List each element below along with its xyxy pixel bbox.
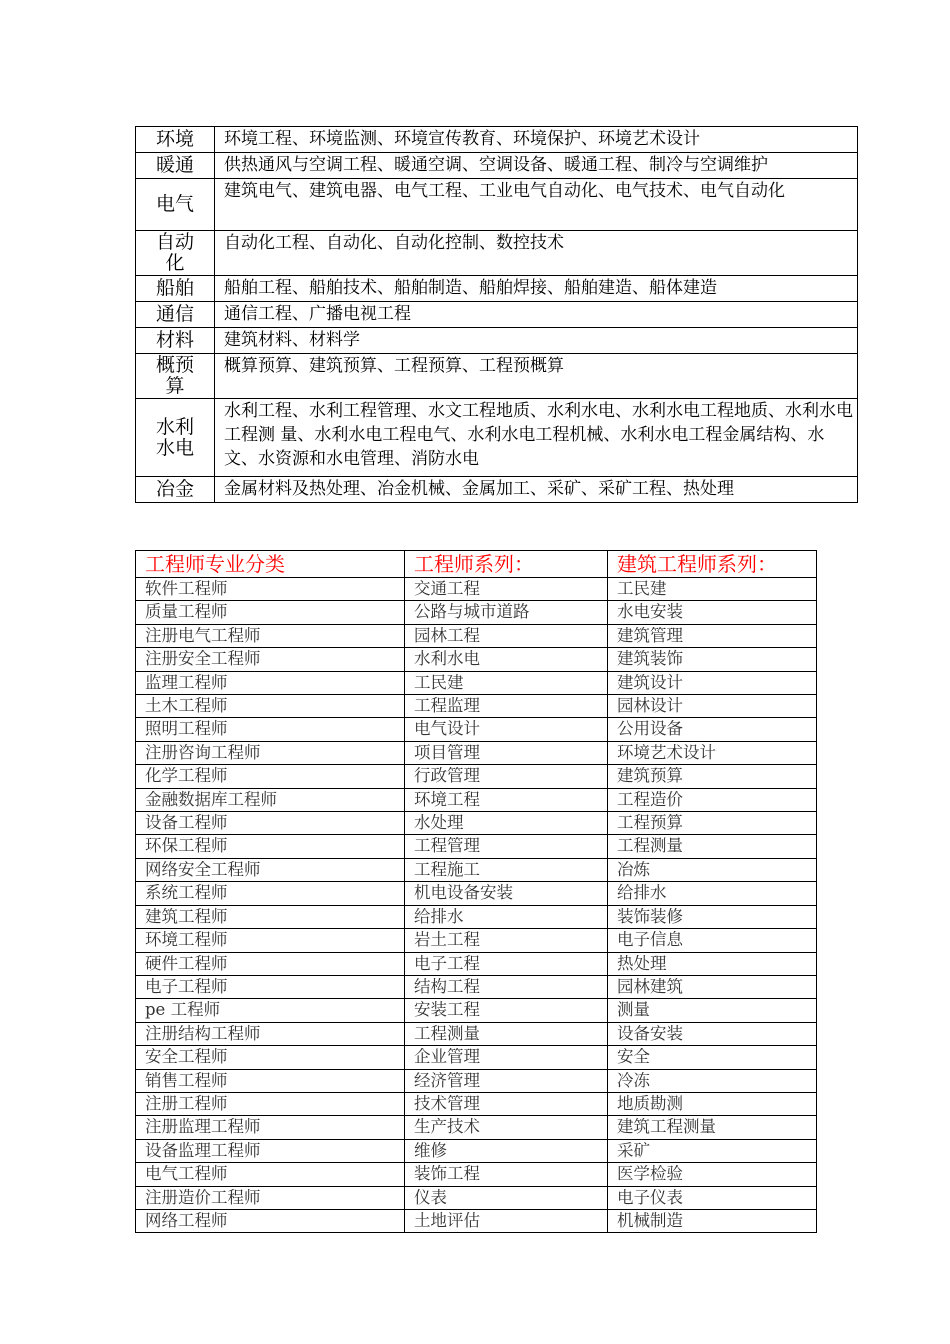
building-series-cell: 建筑管理	[608, 624, 817, 647]
engineer-series-cell: 工程施工	[405, 858, 608, 881]
table-row	[136, 231, 858, 276]
building-series-cell: 测量	[608, 999, 817, 1022]
table-row	[136, 127, 858, 153]
building-series-cell: 工程预算	[608, 812, 817, 835]
table-row	[136, 1163, 817, 1186]
table-row	[136, 858, 817, 881]
engineer-series-cell: 水处理	[405, 812, 608, 835]
engineer-series-cell: 项目管理	[405, 741, 608, 764]
specialty-cell: 注册监理工程师	[136, 1116, 405, 1139]
table-row	[136, 153, 858, 179]
building-series-cell: 机械制造	[608, 1209, 817, 1232]
building-series-cell: 电子仪表	[608, 1186, 817, 1209]
engineer-series-cell: 企业管理	[405, 1046, 608, 1069]
table-row	[136, 835, 817, 858]
building-series-cell: 园林设计	[608, 695, 817, 718]
table-row	[136, 624, 817, 647]
engineer-series-cell: 结构工程	[405, 975, 608, 998]
engineer-series-cell: 技术管理	[405, 1092, 608, 1115]
table-row	[136, 179, 858, 231]
table-row	[136, 718, 817, 741]
building-series-cell: 设备安装	[608, 1022, 817, 1045]
category-cell: 自动 化	[136, 231, 215, 276]
table-row	[136, 905, 817, 928]
category-cell: 冶金	[136, 477, 215, 503]
building-series-cell: 园林建筑	[608, 975, 817, 998]
specialty-cell: 网络工程师	[136, 1209, 405, 1232]
specialty-cell: 监理工程师	[136, 671, 405, 694]
table-row	[136, 695, 817, 718]
building-series-cell: 水电安装	[608, 601, 817, 624]
building-series-cell: 给排水	[608, 882, 817, 905]
table-row	[136, 788, 817, 811]
category-cell: 环境	[136, 127, 215, 153]
building-series-cell: 公用设备	[608, 718, 817, 741]
building-series-cell: 地质勘测	[608, 1092, 817, 1115]
engineer-series-cell: 岩土工程	[405, 929, 608, 952]
engineer-series-cell: 公路与城市道路	[405, 601, 608, 624]
table-row	[136, 302, 858, 328]
table-row	[136, 1046, 817, 1069]
category-cell: 通信	[136, 302, 215, 328]
specialty-cell: 电气工程师	[136, 1163, 405, 1186]
category-cell: 材料	[136, 328, 215, 354]
building-series-cell: 工程测量	[608, 835, 817, 858]
table-row	[136, 648, 817, 671]
specialty-cell: 注册工程师	[136, 1092, 405, 1115]
table-row	[136, 399, 858, 477]
table-row	[136, 328, 858, 354]
building-series-cell: 电子信息	[608, 929, 817, 952]
header-building-engineer-series: 建筑工程师系列：	[608, 551, 817, 578]
specialty-cell: 销售工程师	[136, 1069, 405, 1092]
engineer-series-cell: 工程监理	[405, 695, 608, 718]
specialty-cell: pe 工程师	[136, 999, 405, 1022]
specialty-cell: 设备工程师	[136, 812, 405, 835]
table-row	[136, 741, 817, 764]
specialty-cell: 软件工程师	[136, 578, 405, 601]
engineer-series-cell: 行政管理	[405, 765, 608, 788]
description-cell: 建筑材料、材料学	[215, 328, 858, 354]
major-category-table-body	[136, 127, 858, 503]
specialty-cell: 建筑工程师	[136, 905, 405, 928]
specialty-cell: 金融数据库工程师	[136, 788, 405, 811]
table-row	[136, 952, 817, 975]
table-row	[136, 578, 817, 601]
description-cell: 概算预算、建筑预算、工程预算、工程预概算	[215, 354, 858, 399]
specialty-cell: 系统工程师	[136, 882, 405, 905]
header-specialty-classification: 工程师专业分类	[136, 551, 405, 578]
description-cell: 建筑电气、建筑电器、电气工程、工业电气自动化、电气技术、电气自动化	[215, 179, 858, 231]
specialty-cell: 注册造价工程师	[136, 1186, 405, 1209]
description-cell: 金属材料及热处理、冶金机械、金属加工、采矿、采矿工程、热处理	[215, 477, 858, 503]
engineer-classification-table	[135, 550, 817, 1233]
category-cell: 暖通	[136, 153, 215, 179]
table-row	[136, 812, 817, 835]
description-cell: 船舶工程、船舶技术、船舶制造、船舶焊接、船舶建造、船体建造	[215, 276, 858, 302]
engineer-series-cell: 维修	[405, 1139, 608, 1162]
building-series-cell: 冶炼	[608, 858, 817, 881]
table-row	[136, 1022, 817, 1045]
category-cell: 概预 算	[136, 354, 215, 399]
engineer-series-cell: 水利水电	[405, 648, 608, 671]
engineer-series-cell: 安装工程	[405, 999, 608, 1022]
table-row	[136, 882, 817, 905]
table-row	[136, 929, 817, 952]
engineer-series-cell: 园林工程	[405, 624, 608, 647]
table-row	[136, 276, 858, 302]
engineer-series-cell: 工程测量	[405, 1022, 608, 1045]
specialty-cell: 注册结构工程师	[136, 1022, 405, 1045]
engineer-series-cell: 工民建	[405, 671, 608, 694]
table-row	[136, 1069, 817, 1092]
specialty-cell: 化学工程师	[136, 765, 405, 788]
building-series-cell: 工民建	[608, 578, 817, 601]
table-header-row	[136, 551, 817, 578]
engineer-series-cell: 环境工程	[405, 788, 608, 811]
building-series-cell: 冷冻	[608, 1069, 817, 1092]
header-engineer-series: 工程师系列：	[405, 551, 608, 578]
specialty-cell: 环保工程师	[136, 835, 405, 858]
engineer-series-cell: 仪表	[405, 1186, 608, 1209]
description-cell: 自动化工程、自动化、自动化控制、数控技术	[215, 231, 858, 276]
table-row	[136, 1209, 817, 1232]
specialty-cell: 注册安全工程师	[136, 648, 405, 671]
category-cell: 船舶	[136, 276, 215, 302]
table-row	[136, 477, 858, 503]
engineer-series-cell: 电气设计	[405, 718, 608, 741]
building-series-cell: 工程造价	[608, 788, 817, 811]
table-row	[136, 999, 817, 1022]
building-series-cell: 采矿	[608, 1139, 817, 1162]
building-series-cell: 环境艺术设计	[608, 741, 817, 764]
specialty-cell: 设备监理工程师	[136, 1139, 405, 1162]
category-cell: 电气	[136, 179, 215, 231]
specialty-cell: 硬件工程师	[136, 952, 405, 975]
engineer-series-cell: 机电设备安装	[405, 882, 608, 905]
table-row	[136, 765, 817, 788]
engineer-series-cell: 电子工程	[405, 952, 608, 975]
category-cell: 水利 水电	[136, 399, 215, 477]
table-row	[136, 1186, 817, 1209]
building-series-cell: 热处理	[608, 952, 817, 975]
specialty-cell: 照明工程师	[136, 718, 405, 741]
building-series-cell: 建筑设计	[608, 671, 817, 694]
building-series-cell: 建筑预算	[608, 765, 817, 788]
table-row	[136, 354, 858, 399]
table-row	[136, 1139, 817, 1162]
engineer-series-cell: 工程管理	[405, 835, 608, 858]
description-cell: 环境工程、环境监测、环境宣传教育、环境保护、环境艺术设计	[215, 127, 858, 153]
specialty-cell: 环境工程师	[136, 929, 405, 952]
table-row	[136, 671, 817, 694]
description-cell: 供热通风与空调工程、暖通空调、空调设备、暖通工程、制冷与空调维护	[215, 153, 858, 179]
building-series-cell: 装饰装修	[608, 905, 817, 928]
engineer-series-cell: 装饰工程	[405, 1163, 608, 1186]
specialty-cell: 质量工程师	[136, 601, 405, 624]
engineer-series-cell: 生产技术	[405, 1116, 608, 1139]
engineer-series-cell: 交通工程	[405, 578, 608, 601]
description-cell: 水利工程、水利工程管理、水文工程地质、水利水电、水利水电工程地质、水利水电工程测 量、水利水电工程电气、水利水电工程机械、水利水电工程金属结构、水文、水资源和水电管理、消防水电	[215, 399, 858, 477]
table-row	[136, 975, 817, 998]
building-series-cell: 建筑装饰	[608, 648, 817, 671]
table-row	[136, 601, 817, 624]
building-series-cell: 建筑工程测量	[608, 1116, 817, 1139]
description-cell: 通信工程、广播电视工程	[215, 302, 858, 328]
engineer-classification-table-body	[136, 551, 817, 1233]
building-series-cell: 安全	[608, 1046, 817, 1069]
major-category-table	[135, 126, 858, 503]
specialty-cell: 土木工程师	[136, 695, 405, 718]
specialty-cell: 电子工程师	[136, 975, 405, 998]
building-series-cell: 医学检验	[608, 1163, 817, 1186]
engineer-series-cell: 经济管理	[405, 1069, 608, 1092]
engineer-series-cell: 土地评估	[405, 1209, 608, 1232]
table-row	[136, 1092, 817, 1115]
table-row	[136, 1116, 817, 1139]
specialty-cell: 注册咨询工程师	[136, 741, 405, 764]
specialty-cell: 注册电气工程师	[136, 624, 405, 647]
specialty-cell: 网络安全工程师	[136, 858, 405, 881]
specialty-cell: 安全工程师	[136, 1046, 405, 1069]
engineer-series-cell: 给排水	[405, 905, 608, 928]
